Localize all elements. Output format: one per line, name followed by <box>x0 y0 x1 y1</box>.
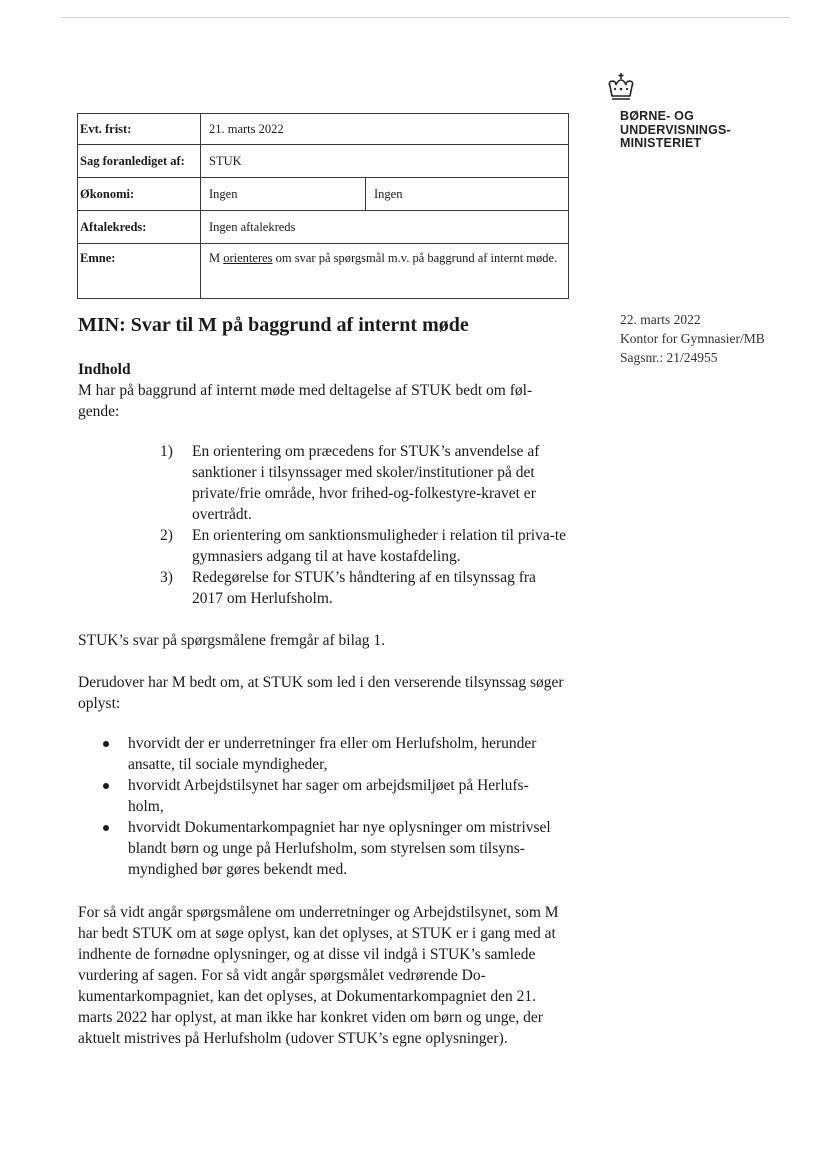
ministry-line-1: BØRNE- OG <box>620 109 695 123</box>
row-economy <box>78 178 569 211</box>
subject-pre: M <box>209 251 224 265</box>
bullet-list <box>100 733 560 880</box>
meta-office: Kontor for Gymnasier/MB <box>620 331 765 346</box>
list-item <box>160 567 570 609</box>
meta-date: 22. marts 2022 <box>620 312 701 327</box>
further-paragraph: Derudover har M bedt om, at STUK som led i den verserende tilsynssag søger oplyst: <box>78 674 564 712</box>
top-rule <box>60 17 790 18</box>
agreement-value: Ingen aftalekreds <box>201 211 569 244</box>
economy-value-1: Ingen <box>201 178 366 211</box>
row-agreement <box>78 211 569 244</box>
crown-icon <box>606 72 636 104</box>
answer-paragraph-block <box>78 630 568 651</box>
list-item <box>160 441 570 525</box>
list-item <box>100 817 560 880</box>
deadline-label: Evt. frist: <box>78 114 201 145</box>
document-title: MIN: Svar til M på baggrund af internt møde <box>78 314 469 336</box>
item-text: hvorvidt Dokumentarkompagniet har nye oplysninger om mistrivsel blandt børn og unge på Herlufsholm, som styrelsen som tilsyns-myndighed bør gøres bekendt med. <box>128 819 551 878</box>
item-number: 2) <box>160 527 173 544</box>
item-number: 1) <box>160 443 173 460</box>
deadline-value: 21. marts 2022 <box>201 114 569 145</box>
item-text: En orientering om præcedens for STUK’s anvendelse af sanktioner i tilsynssager med skoler/institutioner på det private/frie område, hvor frihed-og-folkestyre-kravet er overtrådt. <box>192 443 540 523</box>
list-item <box>160 525 570 567</box>
economy-value-2: Ingen <box>366 178 569 211</box>
item-text: En orientering om sanktionsmuligheder i relation til priva-te gymnasiers adgang til at have kostafdeling. <box>192 527 567 565</box>
row-subject <box>78 244 569 299</box>
final-paragraph: For så vidt angår spørgsmålene om underretninger og Arbejdstilsynet, som M har bedt STUK om at søge oplyst, kan det oplyses, at STUK er i gang med at indhente de fornødne oplysninger, og at disse vil indgå i STUK’s samlede vurdering af sagen. For så vidt angår spørgsmålet vedrørende Do-kumentarkompagniet, kan det oplyses, at Dokumentarkompagniet den 21. marts 2022 har oplyst, at man ikke har konkret viden om børn og unge, der aktuelt mistrives på Herlufsholm (udover STUK’s egne oplysninger). <box>78 904 559 1047</box>
intro-section <box>78 359 568 422</box>
item-number: 3) <box>160 569 173 586</box>
bullet-icon <box>100 775 128 817</box>
further-paragraph-block <box>78 672 568 714</box>
numbered-list <box>160 441 570 609</box>
bullet-icon <box>100 733 128 775</box>
ministry-logo <box>606 72 636 104</box>
ministry-line-2: UNDERVISNINGS- <box>620 122 731 137</box>
meta-case-number: Sagsnr.: 21/24955 <box>620 350 718 365</box>
case-info-table <box>77 113 569 299</box>
ministry-line-3: MINISTERIET <box>620 136 702 150</box>
subject-underlined: orienteres <box>223 251 273 265</box>
initiated-label: Sag foranlediget af: <box>78 145 201 178</box>
item-text: hvorvidt Arbejdstilsynet har sager om arbejdsmiljøet på Herlufs-holm, <box>128 777 529 815</box>
agreement-label: Aftalekreds: <box>78 211 201 244</box>
economy-label: Økonomi: <box>78 178 201 211</box>
item-text: Redegørelse for STUK’s håndtering af en tilsynssag fra 2017 om Herlufsholm. <box>192 569 536 607</box>
subject-value <box>201 244 569 299</box>
section-heading: Indhold <box>78 361 131 378</box>
final-paragraph-block <box>78 902 568 1049</box>
bullet-icon <box>100 817 128 880</box>
row-initiated <box>78 145 569 178</box>
document-meta <box>620 310 765 367</box>
ministry-name <box>620 110 731 151</box>
item-text: hvorvidt der er underretninger fra eller om Herlufsholm, herunder ansatte, til sociale myndigheder, <box>128 735 537 773</box>
initiated-value: STUK <box>201 145 569 178</box>
intro-paragraph: M har på baggrund af internt møde med deltagelse af STUK bedt om føl-gende: <box>78 382 533 420</box>
subject-post: om svar på spørgsmål m.v. på baggrund af internt møde. <box>272 251 558 265</box>
subject-label: Emne: <box>78 244 201 299</box>
row-deadline <box>78 114 569 145</box>
list-item <box>100 733 560 775</box>
answer-paragraph: STUK’s svar på spørgsmålene fremgår af bilag 1. <box>78 632 386 649</box>
list-item <box>100 775 560 817</box>
